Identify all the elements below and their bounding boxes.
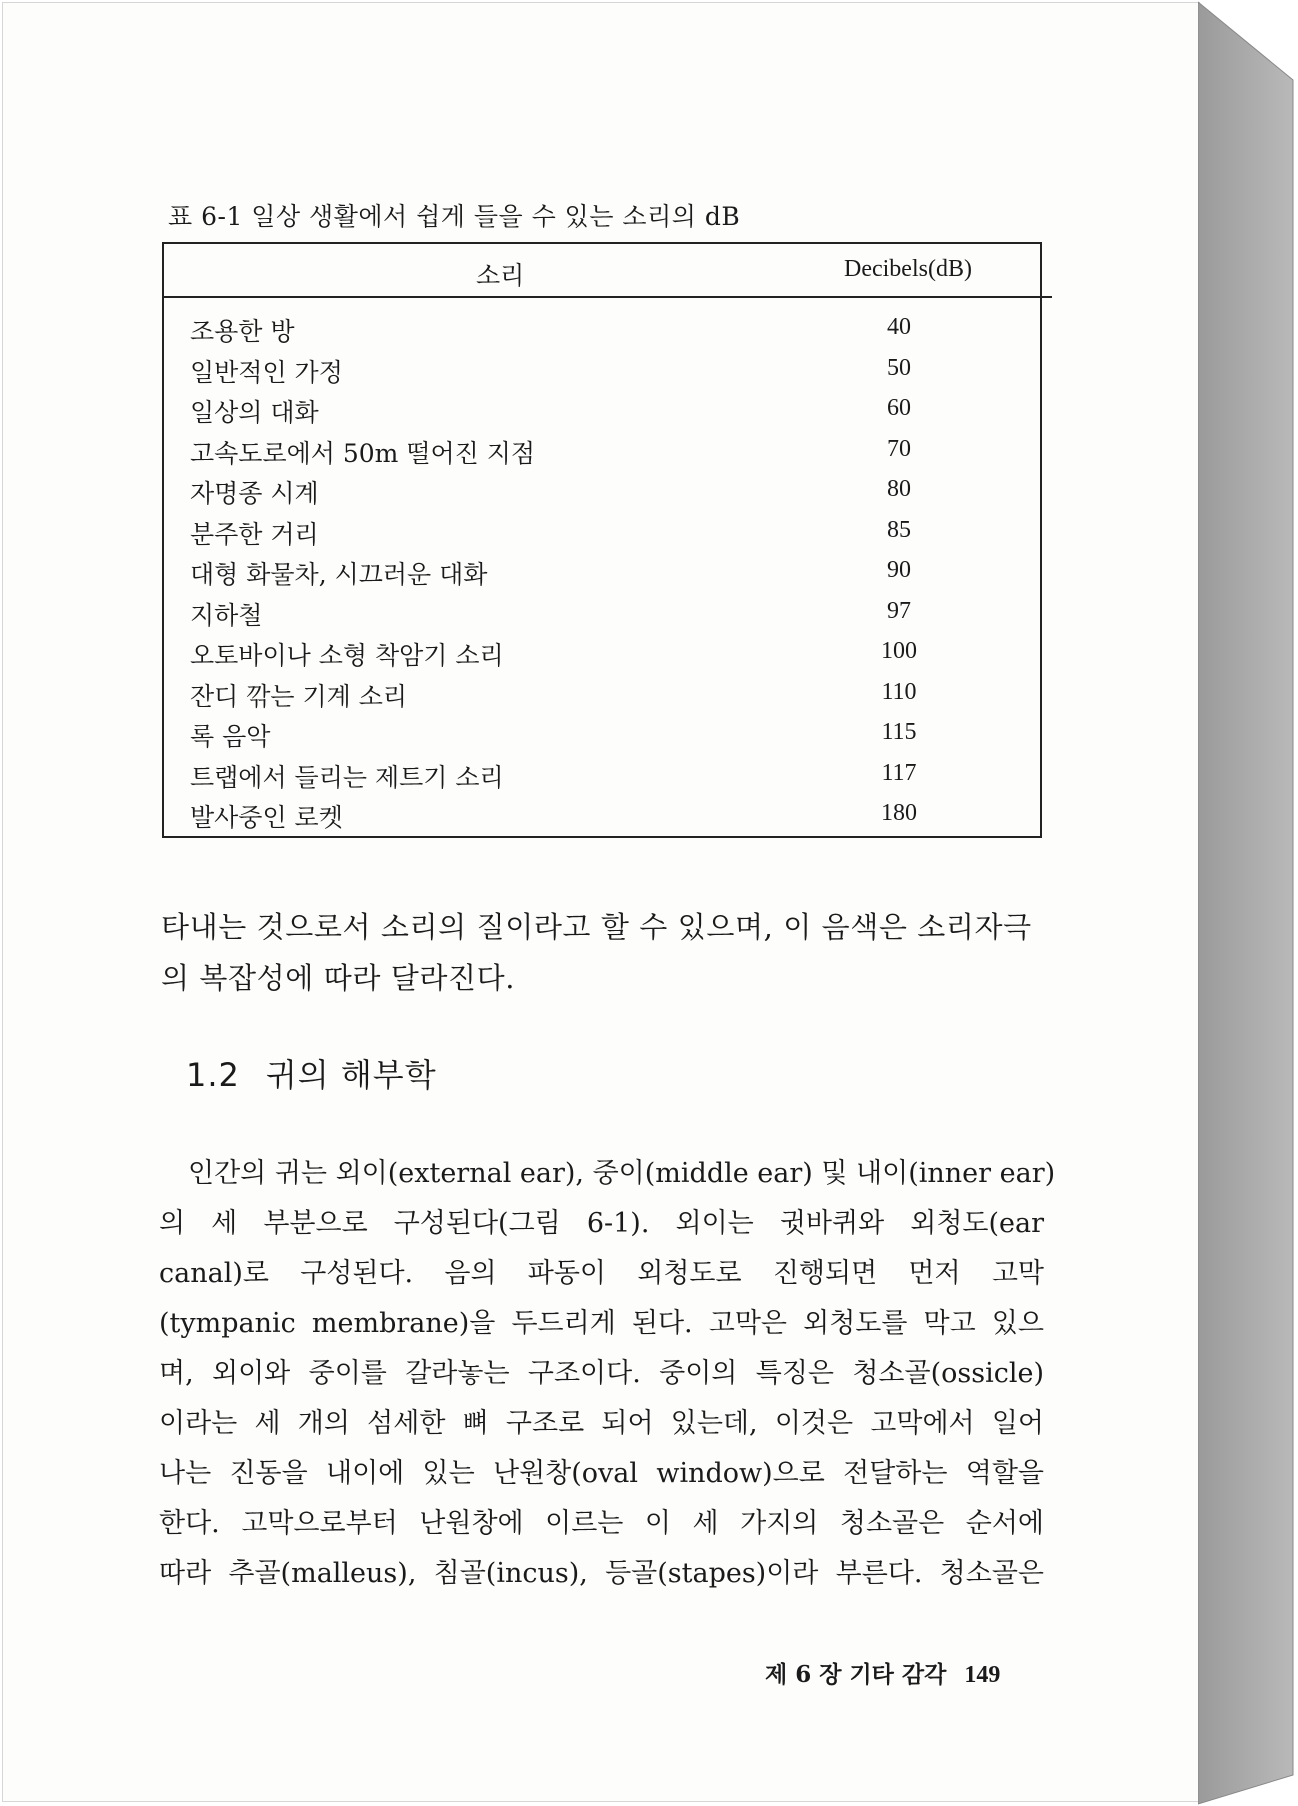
decibel-cell: 40: [887, 314, 911, 340]
table-caption: 표 6-1 일상 생활에서 쉽게 들을 수 있는 소리의 dB: [168, 202, 741, 231]
table-row: [164, 555, 1040, 595]
table-row: [164, 393, 1040, 433]
table-row: [164, 515, 1040, 555]
paragraph-line: 며, 외이와 중이를 갈라놓는 구조이다. 중이의 특징은 청소골(ossicle): [159, 1358, 1044, 1389]
table-row: [164, 596, 1040, 636]
decibel-cell: 70: [887, 435, 911, 462]
sound-cell: 대형 화물차, 시끄러운 대화: [190, 560, 488, 589]
column-header-sound: 소리: [476, 261, 525, 290]
column-header-decibels: Decibels(dB): [844, 256, 972, 282]
decibel-cell: 60: [887, 395, 911, 421]
sound-cell: 분주한 거리: [190, 519, 319, 549]
paragraph-line: canal)로 구성된다. 음의 파동이 외청도로 진행되면 먼저 고막: [159, 1258, 1044, 1289]
page-number: 149: [964, 1662, 1001, 1688]
decibel-cell: 97: [887, 597, 911, 624]
paragraph-line: 의 복잡성에 따라 달라진다.: [161, 961, 516, 995]
chapter-label: 제 6 장 기타 감각: [765, 1661, 947, 1688]
header-divider: [164, 296, 1052, 298]
table-row: [164, 474, 1040, 514]
decibel-cell: 117: [881, 759, 917, 786]
paragraph-line: (tympanic membrane)을 두드리게 된다. 고막은 외청도를 막고 있으: [159, 1308, 1044, 1339]
sound-cell: 일반적인 가정: [190, 357, 343, 387]
decibel-table: [162, 242, 1042, 838]
paragraph-line: 따라 추골(malleus), 침골(incus), 등골(stapes)이라 부른다. 청소골은: [159, 1558, 1044, 1589]
sound-cell: 트랩에서 들리는 제트기 소리: [190, 762, 504, 792]
table-row: [164, 758, 1040, 798]
sound-cell: 록 음악: [190, 722, 271, 751]
sound-cell: 지하철: [190, 600, 263, 630]
decibel-cell: 80: [887, 476, 911, 502]
table-row: [164, 677, 1040, 717]
decibel-cell: 50: [887, 354, 911, 381]
decibel-cell: 110: [881, 678, 917, 705]
section-number: 1.2: [186, 1056, 240, 1094]
paragraph-line: 타내는 것으로서 소리의 질이라고 할 수 있으며, 이 음색은 소리자극: [161, 910, 1032, 944]
decibel-cell: 100: [881, 638, 917, 664]
page-footer: [765, 1656, 1000, 1689]
paragraph-line: 인간의 귀는 외이(external ear), 중이(middle ear) 및 내이(inner ear): [188, 1158, 1056, 1189]
decibel-cell: 90: [887, 557, 911, 583]
book-edge-shadow: [1198, 0, 1298, 1806]
decibel-cell: 115: [881, 719, 917, 745]
paragraph-line: 나는 진동을 내이에 있는 난원창(oval window)으로 전달하는 역할을: [159, 1458, 1044, 1489]
table-row: [164, 353, 1040, 393]
section-title: 귀의 해부학: [265, 1056, 437, 1094]
sound-cell: 자명종 시계: [190, 479, 319, 508]
sound-cell: 일상의 대화: [190, 398, 319, 427]
sound-cell: 고속도로에서 50m 떨어진 지점: [190, 438, 536, 468]
book-page: [2, 2, 1200, 1802]
table-row: [164, 312, 1040, 352]
paragraph-line: 한다. 고막으로부터 난원창에 이르는 이 세 가지의 청소골은 순서에: [159, 1508, 1044, 1539]
table-row: [164, 717, 1040, 757]
decibel-cell: 85: [887, 516, 911, 543]
table-row: [164, 434, 1040, 474]
sound-cell: 잔디 깎는 기계 소리: [190, 681, 408, 711]
sound-cell: 오토바이나 소형 착암기 소리: [190, 641, 504, 670]
section-heading: [186, 1050, 437, 1096]
decibel-cell: 180: [881, 800, 917, 826]
paragraph-line: 의 세 부분으로 구성된다(그림 6-1). 외이는 귓바퀴와 외청도(ear: [159, 1208, 1044, 1239]
table-row: [164, 798, 1040, 838]
sound-cell: 조용한 방: [190, 317, 295, 346]
table-row: [164, 636, 1040, 676]
paragraph-line: 이라는 세 개의 섬세한 뼈 구조로 되어 있는데, 이것은 고막에서 일어: [159, 1408, 1044, 1439]
sound-cell: 발사중인 로켓: [190, 803, 343, 832]
